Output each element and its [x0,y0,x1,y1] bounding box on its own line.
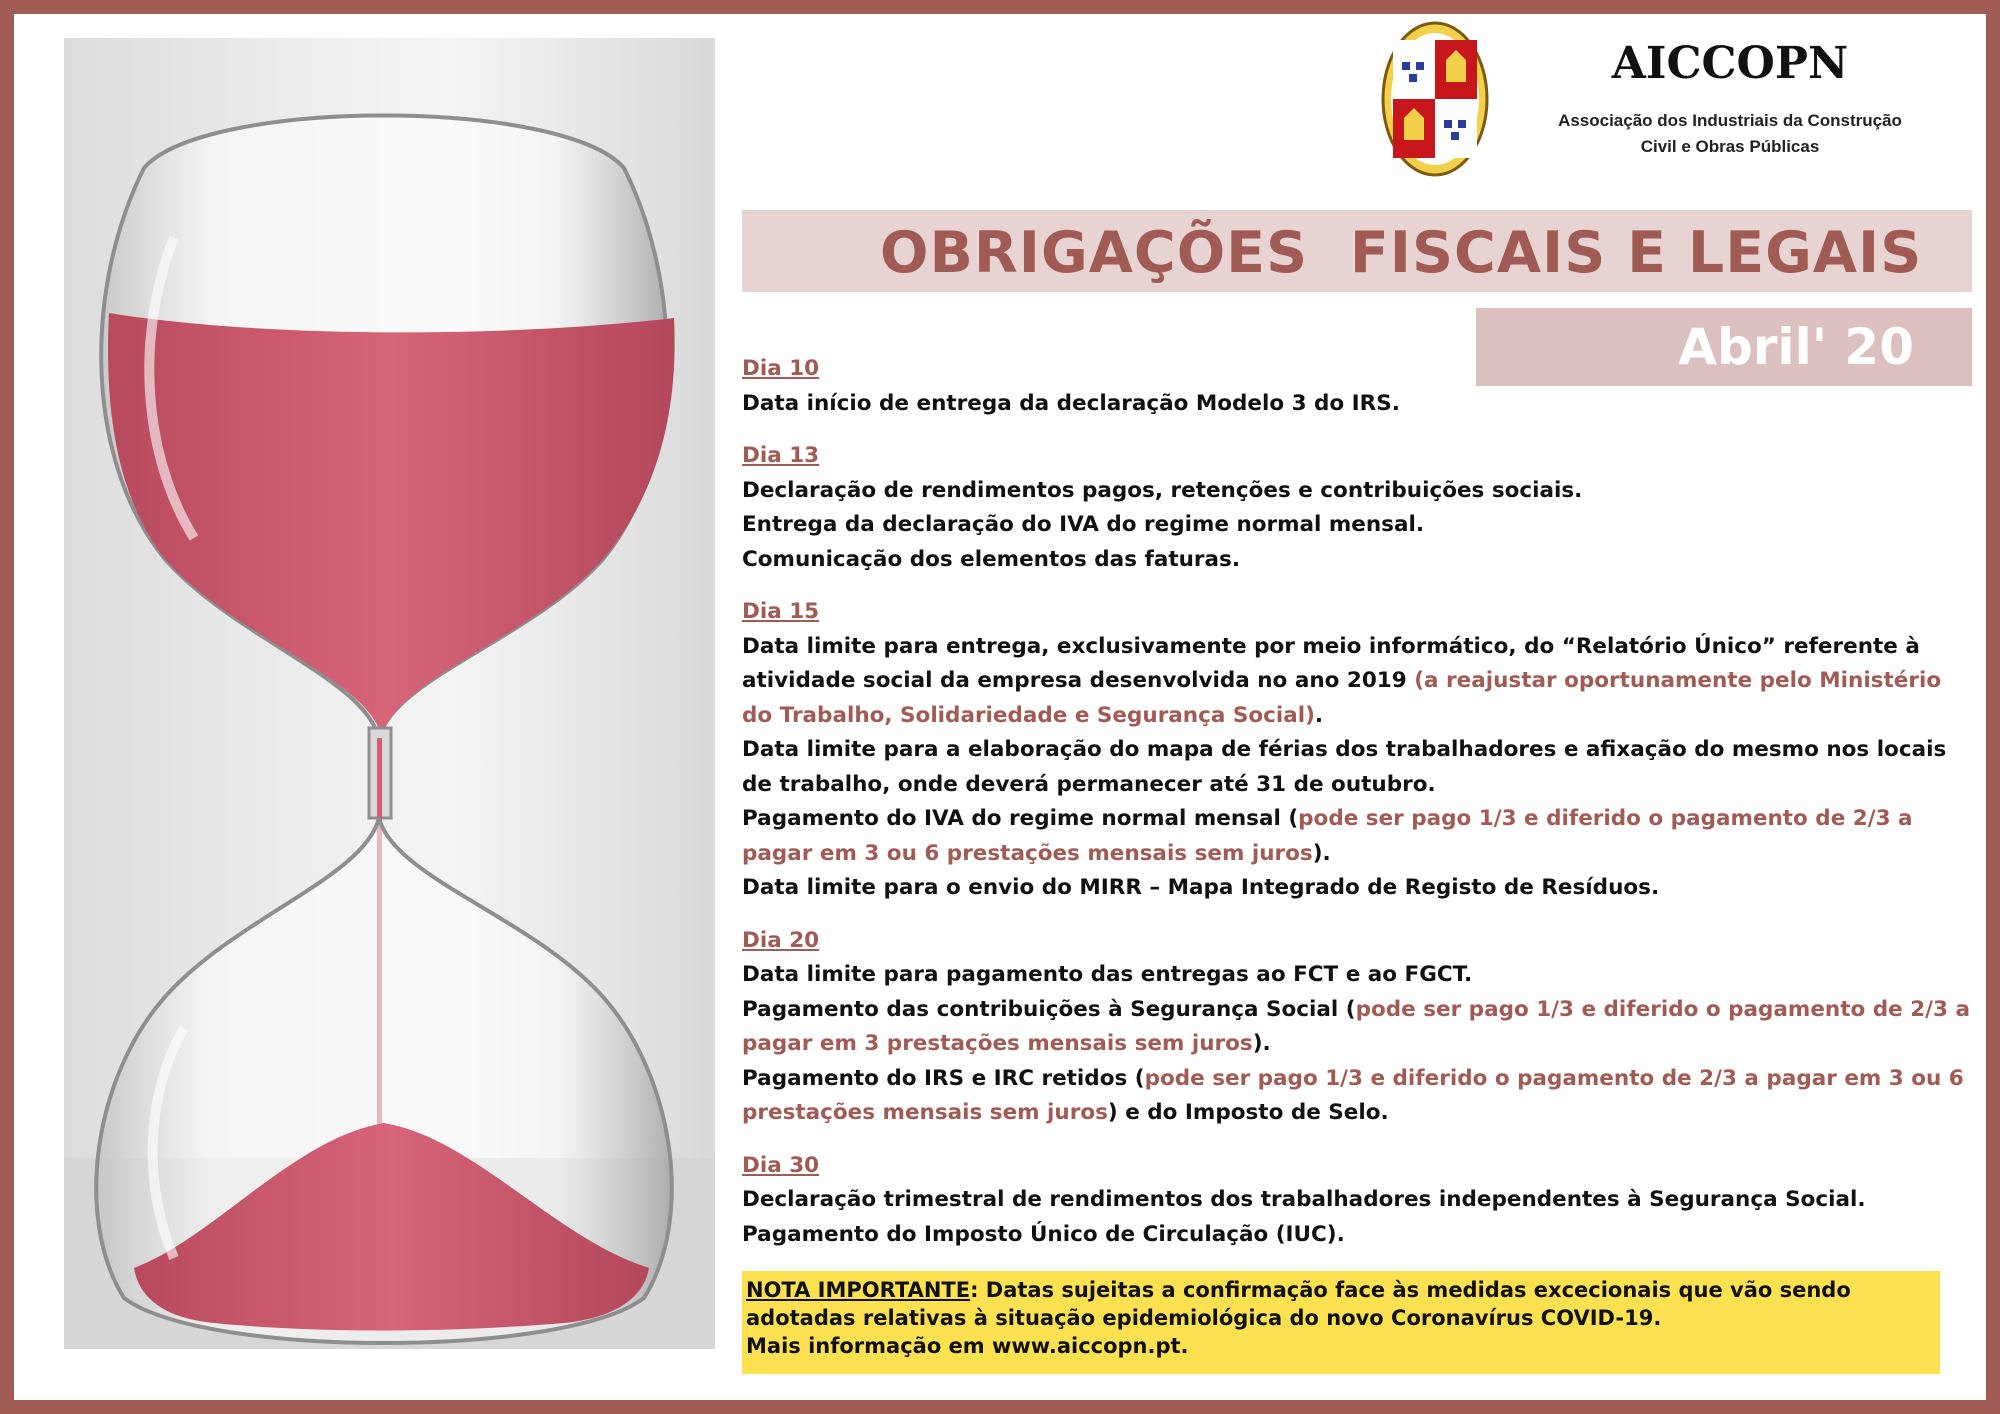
obligation-line [742,1183,1972,1218]
aiccopn-logo [1380,20,1490,178]
obligation-line [742,733,1972,802]
obligation-text: Declaração trimestral de rendimentos dos trabalhadores independentes à Segurança Social. [742,1187,1866,1212]
day-section [742,924,1972,1131]
hourglass-photo [64,38,715,1349]
obligation-line [742,1218,1972,1253]
obligation-line [742,630,1972,734]
note-label: NOTA IMPORTANTE [746,1278,971,1302]
obligation-line [742,871,1972,906]
day-heading: Dia 30 [742,1152,820,1178]
day-section [742,352,1972,421]
page-title: OBRIGAÇÕES FISCAIS E LEGAIS [880,220,1923,286]
highlight-text: pode ser pago 1/3 e diferido o pagamento de 2/3 a pagar em 3 ou 6 prestações mensais sem juros [742,806,1913,866]
obligation-text: Entrega da declaração do IVA do regime normal mensal. [742,512,1425,537]
day-heading: Dia 15 [742,599,820,624]
highlight-text: pode ser pago 1/3 e diferido o pagamento de 2/3 a pagar em 3 ou 6 prestações mensais sem juros [742,1065,1964,1125]
obligation-text: ). [1252,1031,1271,1056]
obligation-line [742,802,1972,871]
brand-subtitle [1540,108,1920,160]
obligation-text: Pagamento do Imposto Único de Circulação (IUC). [742,1221,1345,1247]
brand-subtitle-line2: Civil e Obras Públicas [1640,137,1820,156]
obligation-line [742,387,1972,422]
note-more-info: Mais informação em www.aiccopn.pt. [746,1334,1189,1358]
obligation-line [742,993,1972,1062]
brand-subtitle-line1: Associação dos Industriais da Construção [1558,111,1902,130]
obligation-text: Data limite para entrega, exclusivamente por meio informático, do “Relatório Único” referente à atividade social da empresa desenvolvida no ano 2019 [742,633,1920,693]
obligation-text: Comunicação dos elementos das faturas. [742,546,1240,572]
important-note [742,1271,1940,1374]
note-text: : Datas sujeitas a confirmação face às medidas excecionais que vão sendo adotadas relativas à situação epidemiológica do novo Coronavírus COVID-19. [746,1278,1851,1330]
obligation-text: Pagamento do IVA do regime normal mensal ( [742,806,1299,831]
obligations-list [742,352,1972,1270]
month-label: Abril' 20 [1678,318,1914,376]
obligation-line [742,543,1972,578]
obligation-text: Data limite para o envio do MIRR – Mapa Integrado de Registo de Resíduos. [742,875,1660,900]
day-heading: Dia 20 [742,927,820,953]
obligation-line [742,474,1972,509]
obligation-text: . [1314,702,1324,728]
obligation-line [742,1062,1972,1131]
obligation-text: Data início de entrega da declaração Modelo 3 do IRS. [742,390,1400,416]
obligation-text: ). [1312,840,1331,866]
highlight-text: pode ser pago 1/3 e diferido o pagamento de 2/3 a pagar em 3 prestações mensais sem juros [742,996,1970,1056]
brand-name: AICCOPN [1611,38,1849,89]
obligation-text: ) e do Imposto de Selo. [1107,1100,1389,1125]
day-section [742,595,1972,906]
highlight-text: (a reajustar oportunamente pelo Ministério do Trabalho, Solidariedade e Segurança Social) [742,668,1942,728]
obligation-text: Pagamento das contribuições à Segurança Social ( [742,996,1356,1022]
obligation-text: Data limite para a elaboração do mapa de férias dos trabalhadores e afixação do mesmo nos locais de trabalho, onde deverá permanecer até 31 de outubro. [742,737,1947,797]
hourglass-icon [64,38,715,1349]
obligation-text: Pagamento do IRS e IRC retidos ( [742,1065,1145,1091]
day-heading: Dia 13 [742,443,820,468]
obligation-line [742,508,1972,543]
obligation-line [742,958,1972,993]
day-section [742,1149,1972,1253]
obligation-text: Declaração de rendimentos pagos, retenções e contribuições sociais. [742,477,1583,503]
obligation-text: Data limite para pagamento das entregas ao FCT e ao FGCT. [742,962,1473,987]
day-section [742,439,1972,577]
day-heading: Dia 10 [742,356,820,381]
